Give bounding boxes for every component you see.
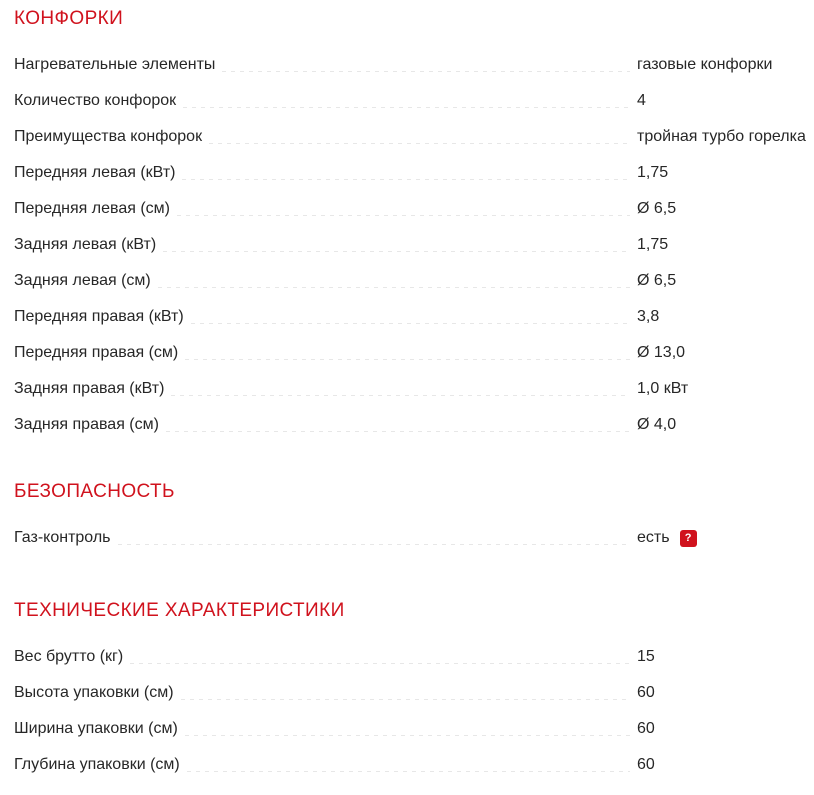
spec-value: 4 [637,92,646,109]
spec-label: Задняя левая (кВт) [14,236,157,253]
spec-value: 3,8 [637,308,660,325]
spec-label: Газ-контроль [14,529,111,546]
spec-value-cell [637,344,814,362]
spec-value-cell [637,756,814,774]
spec-value: 60 [637,684,655,701]
section-title: ТЕХНИЧЕСКИЕ ХАРАКТЕРИСТИКИ [14,600,345,621]
spec-row [14,407,814,443]
spec-value: 15 [637,648,655,665]
spec-label: Количество конфорок [14,92,177,109]
spec-row [14,639,814,675]
dotted-leader [181,699,630,700]
spec-value-cell [637,720,814,738]
spec-value: 1,0 кВт [637,380,689,397]
spec-value: 1,75 [637,164,669,181]
spec-row [14,371,814,407]
dotted-leader [171,395,630,396]
spec-label: Передняя правая (см) [14,344,179,361]
section-rows [14,47,814,443]
spec-value: Ø 13,0 [637,344,686,361]
spec-value-cell [637,272,814,290]
spec-value: газовые конфорки [637,56,773,73]
spec-value-cell [637,529,814,547]
dotted-leader [158,287,630,288]
spec-row [14,747,814,783]
spec-row [14,227,814,263]
spec-label: Задняя левая (см) [14,272,151,289]
section-rows [14,639,814,783]
spec-value-cell [637,128,814,146]
spec-section [14,8,814,443]
spec-value-cell [637,92,814,110]
spec-value-cell [637,308,814,326]
dotted-leader [163,251,630,252]
section-rows [14,520,814,556]
dotted-leader [118,544,630,545]
spec-value: есть [637,529,670,546]
spec-value: Ø 6,5 [637,200,677,217]
spec-value: 60 [637,720,655,737]
spec-label: Нагревательные элементы [14,56,216,73]
dotted-leader [166,431,630,432]
spec-row [14,299,814,335]
spec-value: 60 [637,756,655,773]
spec-row [14,83,814,119]
spec-value-cell [637,380,814,398]
spec-value: Ø 4,0 [637,416,677,433]
spec-label: Передняя левая (кВт) [14,164,176,181]
question-help-icon[interactable]: ? [680,530,697,547]
spec-row [14,263,814,299]
spec-value: Ø 6,5 [637,272,677,289]
spec-label: Глубина упаковки (см) [14,756,180,773]
spec-value: 1,75 [637,236,669,253]
spec-value-cell [637,416,814,434]
spec-row [14,520,814,556]
spec-value-cell [637,164,814,182]
spec-label: Передняя левая (см) [14,200,171,217]
dotted-leader [182,179,630,180]
spec-label: Высота упаковки (см) [14,684,174,701]
spec-value-cell [637,200,814,218]
spec-label: Ширина упаковки (см) [14,720,178,737]
spec-row [14,675,814,711]
spec-value: тройная турбо горелка [637,128,806,145]
dotted-leader [185,735,630,736]
section-title: БЕЗОПАСНОСТЬ [14,481,175,502]
spec-label: Задняя правая (кВт) [14,380,165,397]
spec-section [14,481,814,556]
spec-value-cell [637,684,814,702]
spec-label: Преимущества конфорок [14,128,203,145]
spec-row [14,335,814,371]
spec-row [14,155,814,191]
spec-section [14,600,814,783]
spec-row [14,47,814,83]
dotted-leader [183,107,630,108]
dotted-leader [191,323,630,324]
spec-row [14,119,814,155]
dotted-leader [222,71,630,72]
spec-label: Передняя правая (кВт) [14,308,184,325]
spec-row [14,711,814,747]
dotted-leader [177,215,630,216]
spec-value-cell [637,648,814,666]
spec-label: Задняя правая (см) [14,416,159,433]
spec-value-cell [637,236,814,254]
dotted-leader [130,663,630,664]
dotted-leader [209,143,630,144]
section-title: КОНФОРКИ [14,8,124,29]
spec-row [14,191,814,227]
spec-label: Вес брутто (кг) [14,648,124,665]
spec-value-cell [637,56,814,74]
dotted-leader [185,359,630,360]
dotted-leader [187,771,630,772]
